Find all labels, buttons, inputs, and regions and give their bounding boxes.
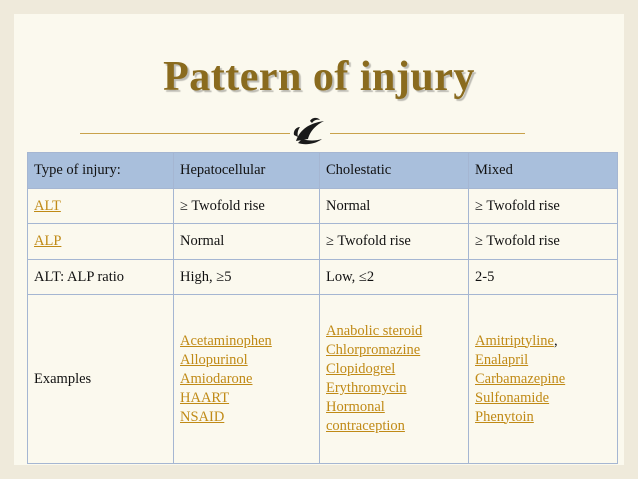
table-row-examples <box>28 295 618 464</box>
table-row-alt <box>28 189 618 224</box>
cell-alp-cholestatic: ≥ Twofold rise <box>320 224 469 260</box>
row-label-alt <box>28 189 174 224</box>
cell-alp-mixed: ≥ Twofold rise <box>469 224 618 260</box>
cell-alp-hepatocellular: Normal <box>174 224 320 260</box>
examples-cholestatic <box>320 295 469 464</box>
drug-link[interactable]: Enalapril <box>475 351 529 368</box>
cell-ratio-mixed: 2-5 <box>469 260 618 295</box>
drug-link[interactable]: Amiodarone <box>180 370 253 387</box>
header-cholestatic: Cholestatic <box>320 153 469 189</box>
table-row-alp <box>28 224 618 260</box>
alp-link[interactable]: ALP <box>34 233 62 249</box>
row-label-ratio: ALT: ALP ratio <box>28 260 174 295</box>
header-hepatocellular: Hepatocellular <box>174 153 320 189</box>
drug-link[interactable]: Chlorpromazine <box>326 342 421 358</box>
cell-ratio-hepatocellular: High, ≥5 <box>174 260 320 295</box>
row-label-alp <box>28 224 174 260</box>
drug-link[interactable]: Erythromycin <box>326 380 407 396</box>
drug-link[interactable]: Hormonal <box>326 399 385 415</box>
drug-link[interactable]: NSAID <box>180 408 225 425</box>
examples-hepatocellular <box>174 295 320 464</box>
cell-alt-hepatocellular: ≥ Twofold rise <box>174 189 320 224</box>
alt-link[interactable]: ALT <box>34 197 61 214</box>
table-row-ratio <box>28 260 618 295</box>
fleur-ornament-icon <box>290 115 330 149</box>
list-comma: , <box>553 332 558 349</box>
drug-link[interactable]: HAART <box>180 389 230 406</box>
examples-mixed <box>469 295 618 464</box>
drug-link[interactable]: Clopidogrel <box>326 361 396 377</box>
cell-alt-mixed: ≥ Twofold rise <box>469 189 618 224</box>
injury-pattern-table <box>27 152 618 464</box>
table-header-row <box>28 153 618 189</box>
header-type-of-injury: Type of injury: <box>28 153 174 189</box>
header-mixed: Mixed <box>469 153 618 189</box>
drug-link[interactable]: Sulfonamide <box>475 389 550 406</box>
page-title: Pattern of injury <box>163 54 475 100</box>
drug-link[interactable]: Phenytoin <box>475 408 534 425</box>
cell-ratio-cholestatic: Low, ≤2 <box>320 260 469 295</box>
drug-link[interactable]: Anabolic steroid <box>326 323 423 339</box>
drug-link[interactable]: contraception <box>326 418 405 434</box>
drug-link[interactable]: Amitriptyline <box>475 332 554 349</box>
drug-link[interactable]: Allopurinol <box>180 351 248 368</box>
drug-link[interactable]: Acetaminophen <box>180 332 272 349</box>
drug-link[interactable]: Carbamazepine <box>475 370 566 387</box>
row-label-examples: Examples <box>28 295 174 464</box>
cell-alt-cholestatic: Normal <box>320 189 469 224</box>
